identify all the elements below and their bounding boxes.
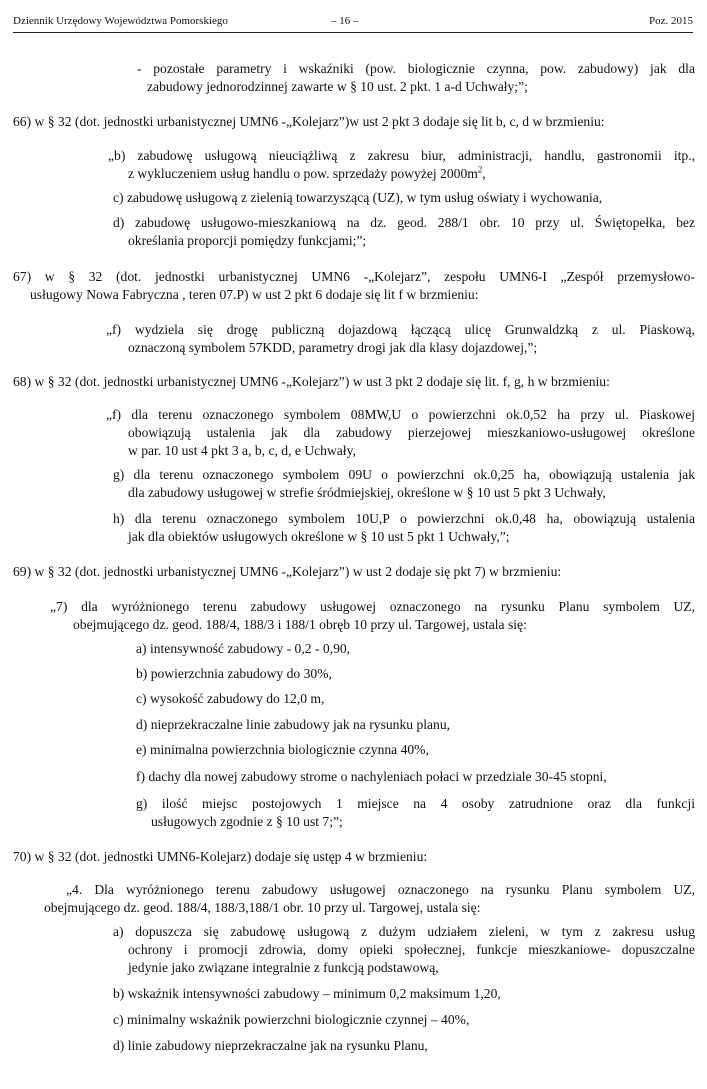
list-item: b) wskaźnik intensywności zabudowy – minimum 0,2 maksimum 1,20,	[113, 986, 501, 1001]
text-line: obejmującego dz. geod. 188/4, 188/3 i 188/1 obręb 10 przy ul. Targowej, ustala się:	[73, 617, 527, 632]
paragraph-69: 69) w § 32 (dot. jednostki urbanistycznej UMN6 -„Kolejarz”) w ust 2 dodaje się pkt 7) w brzmieniu:	[13, 564, 562, 579]
list-item: c) minimalny wskaźnik powierzchni biologicznie czynnej – 40%,	[113, 1012, 470, 1027]
text-line: zabudowy jednorodzinnej zawarte w § 10 ust. 2 pkt. 1 a-d Uchwały;”;	[147, 79, 528, 94]
list-item: g) ilość miejsc postojowych 1 miejsce na 4 osoby zatrudnione oraz dla funkcji	[136, 796, 695, 811]
paragraph-67: 67) w § 32 (dot. jednostki urbanistycznej UMN6 -„Kolejarz”, zespołu UMN6-I „Zespół przemysłowo-	[13, 269, 695, 284]
text-line: „4. Dla wyróżnionego terenu zabudowy usługowej oznaczonego na rysunku Planu symbolem UZ,	[66, 882, 695, 897]
list-item: d) linie zabudowy nieprzekraczalne jak na rysunku Planu,	[113, 1038, 428, 1053]
header-rule	[13, 32, 693, 33]
list-item: f) dachy dla nowej zabudowy strome o nachyleniach połaci w przedziale 30-45 stopni,	[136, 769, 607, 784]
text-line: g) dla terenu oznaczonego symbolem 09U o powierzchni ok.0,25 ha, obowiązują ustalenia jak	[113, 467, 695, 482]
text-line: c) zabudowę usługową z zielenią towarzyszącą (UZ), w tym usług oświaty i wychowania,	[113, 190, 603, 205]
list-item: e) minimalna powierzchnia biologicznie czynna 40%,	[136, 742, 429, 757]
text-line: z wykluczeniem usług handlu o pow. sprzedaży powyżej $2000m^2$,	[128, 164, 486, 181]
text-line: „b) zabudowę usługową nieuciążliwą z zakresu biur, administracji, handlu, gastronomii itp.,	[108, 148, 695, 163]
text-line: usługowych zgodnie z § 10 ust 7;”;	[151, 814, 343, 829]
list-item: c) wysokość zabudowy do 12,0 m,	[136, 691, 325, 706]
text-line: jak dla obiektów usługowych określone w § 10 ust 5 pkt 1 Uchwały,”;	[128, 529, 510, 544]
text-line: w par. 10 ust 4 pkt 3 a, b, c, d, e Uchwały,	[128, 443, 356, 458]
text-line: dla zabudowy usługowej w strefie śródmiejskiej, określone w § 10 ust 5 pkt 3 Uchwały,	[128, 485, 606, 500]
text-line: jedynie jako związane integralnie z funkcją podstawową,	[128, 960, 439, 975]
page-header	[13, 14, 693, 28]
text-line: „f) wydziela się drogę publiczną dojazdową łączącą ulicę Grunwaldzką z ul. Piaskową,	[106, 322, 695, 337]
list-item: a) dopuszcza się zabudowę usługową z dużym udziałem zieleni, w tym z zakresu usług	[113, 924, 695, 939]
text-line: „7) dla wyróżnionego terenu zabudowy usługowej oznaczonego na rysunku Planu symbolem UZ,	[50, 599, 695, 614]
paragraph-70: 70) w § 32 (dot. jednostki UMN6-Kolejarz) dodaje się ustęp 4 w brzmieniu:	[13, 849, 428, 864]
paragraph-68: 68) w § 32 (dot. jednostki urbanistycznej UMN6 -„Kolejarz”) w ust 3 pkt 2 dodaje się lit. f, g, h w brzmieniu:	[13, 374, 610, 389]
list-item: b) powierzchnia zabudowy do 30%,	[136, 666, 332, 681]
text-line: d) zabudowę usługowo-mieszkaniową na dz. geod. 288/1 obr. 10 przy ul. Świętopełka, bez	[113, 215, 695, 230]
page-number: – 16 –	[331, 15, 359, 27]
text-line: ochrony i promocji zdrowia, domy opieki społecznej, funkcje mieszkaniowe- dopuszczalne	[128, 942, 695, 957]
journal-title: Dziennik Urzędowy Województwa Pomorskiego	[13, 15, 228, 27]
text-line: określania proporcji pomiędzy funkcjami;”;	[128, 233, 367, 248]
text-line: - pozostałe parametry i wskaźniki (pow. biologicznie czynna, pow. zabudowy) jak dla	[137, 61, 695, 76]
position-number: Poz. 2015	[649, 15, 693, 27]
text-line: obowiązują ustalenia jak dla zabudowy pierzejowej mieszkaniowo-usługowej określone	[128, 425, 695, 440]
list-item: a) intensywność zabudowy - 0,2 - 0,90,	[136, 641, 351, 656]
paragraph-66: 66) w § 32 (dot. jednostki urbanistycznej UMN6 -„Kolejarz”)w ust 2 pkt 3 dodaje się lit b, c, d w brzmieniu:	[13, 114, 605, 129]
list-item: d) nieprzekraczalne linie zabudowy jak na rysunku planu,	[136, 717, 451, 732]
text-line: usługowy Nowa Fabryczna , teren 07.P) w ust 2 pkt 6 dodaje się lit f w brzmieniu:	[30, 287, 479, 302]
text-line: obejmującego dz. geod. 188/4, 188/3,188/1 obr. 10 przy ul. Targowej, ustala się:	[44, 900, 481, 915]
text-line: „f) dla terenu oznaczonego symbolem 08MW,U o powierzchni ok.0,52 ha przy ul. Piaskowej	[106, 407, 695, 422]
text-line: oznaczoną symbolem 57KDD, parametry drogi jak dla klasy dojazdowej,”;	[128, 340, 538, 355]
text-line: h) dla terenu oznaczonego symbolem 10U,P o powierzchni ok.0,48 ha, obowiązują ustalenia	[113, 511, 695, 526]
